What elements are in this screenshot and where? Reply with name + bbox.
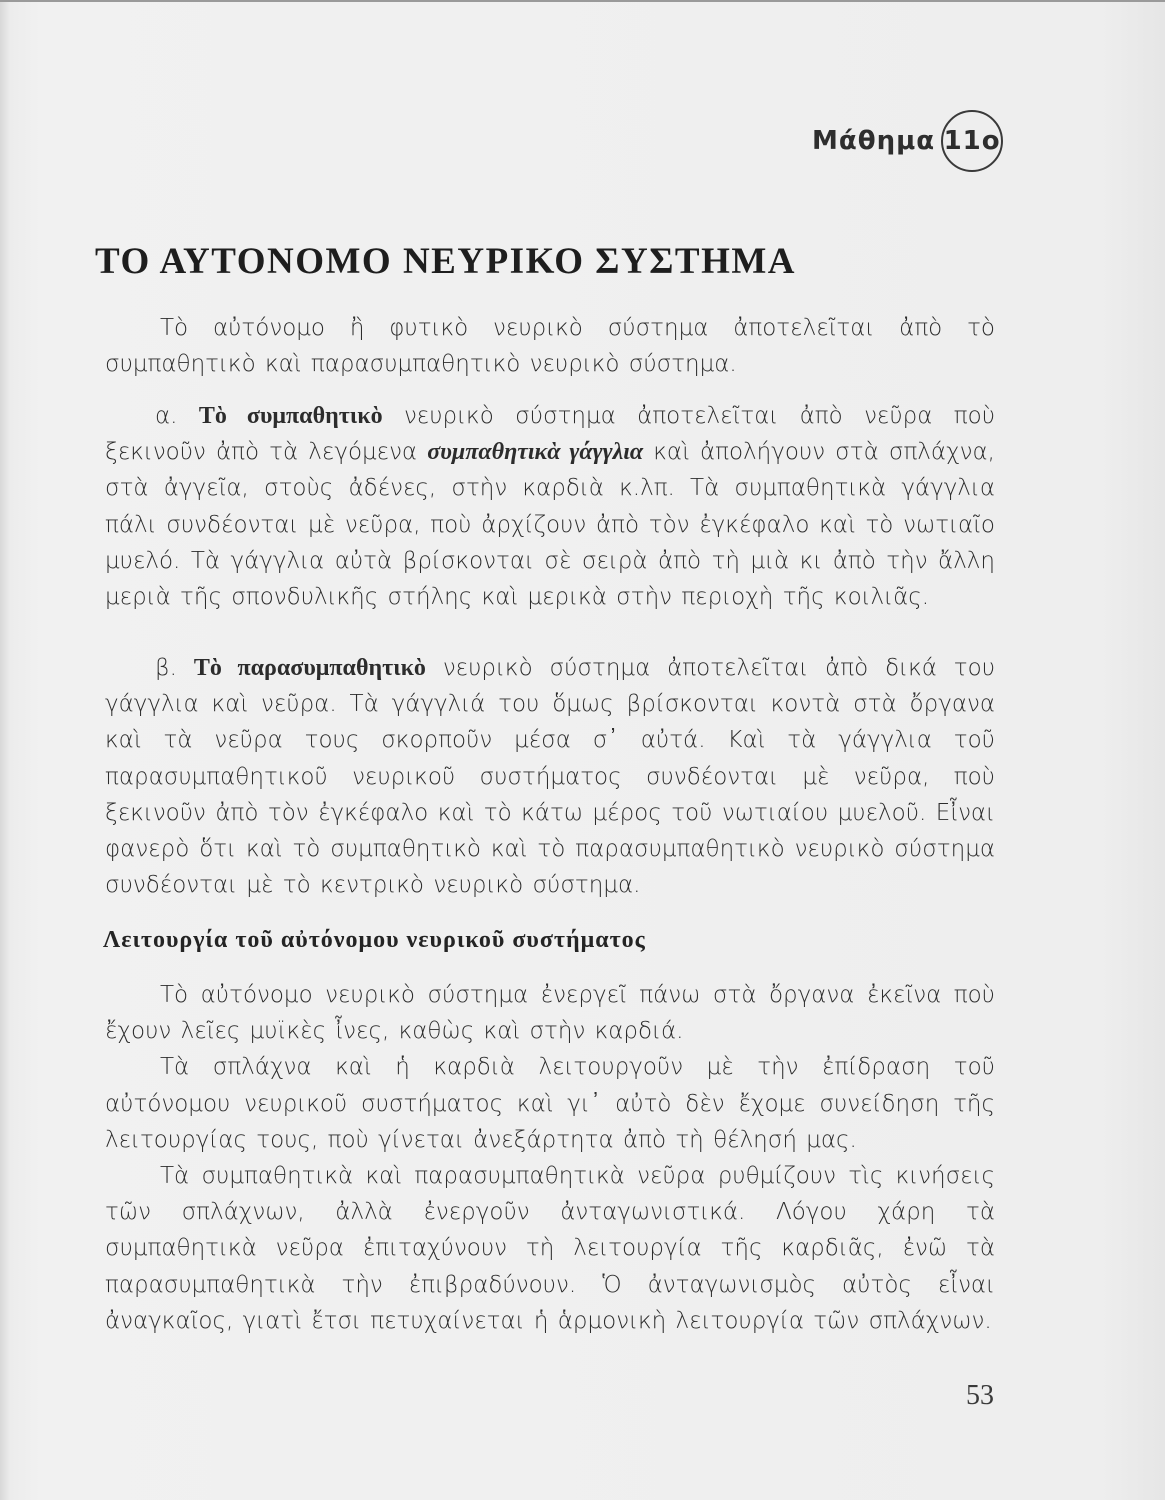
section-a-text-2: καὶ ἀπολήγουν στὰ σπλάχνα, στὰ ἀγγεῖα, στοὺς ἀδένες, στὴν καρδιὰ κ.λπ. Τὰ συμπαθητικὰ γάγγλια πάλι συνδέονται μὲ νεῦρα, ποὺ ἀρχίζουν ἀπὸ τὸν ἐγκέφαλο καὶ τὸ νωτιαῖο μυελό. Τὰ γάγγλια αὐτὰ βρίσκονται σὲ σειρὰ ἀπὸ τὴ μιὰ κι ἀπὸ τὴν ἄλλη μεριὰ τῆς σπονδυλικῆς στήλης καὶ μερικὰ στὴν περιοχὴ τῆς κοιλιᾶς. [105, 439, 995, 611]
function-paragraph-1: Τὸ αὐτόνομο νευρικὸ σύστημα ἐνεργεῖ πάνω στὰ ὄργανα ἐκεῖνα ποὺ ἔχουν λεῖες μυϊκὲς ἶνες, καθὼς καὶ στὴν καρδιά. [105, 982, 995, 1045]
lesson-label: Μάθημα [812, 126, 936, 156]
section-a-paragraph [105, 398, 995, 615]
page-title: ΤΟ ΑΥΤΟΝΟΜΟ ΝΕΥΡΙΚΟ ΣΥΣΤΗΜΑ [95, 241, 796, 282]
section-a-block [105, 398, 995, 615]
section-b-paragraph [105, 650, 995, 903]
section-b-block [105, 650, 995, 903]
section-b-text: νευρικὸ σύστημα ἀποτελεῖται ἀπὸ δικά του γάγγλια καὶ νεῦρα. Τὰ γάγγλιά του ὅμως βρίσκονται κοντὰ στὰ ὄργανα καὶ τὰ νεῦρα τους σκορποῦν μέσα σ᾽ αὐτά. Καὶ τὰ γάγγλια τοῦ παρασυμπαθητικοῦ νευρικοῦ συστήματος συνδέονται μὲ νεῦρα, ποὺ ξεκινοῦν ἀπὸ τὸν ἐγκέφαλο καὶ τὸ κάτω μέρος τοῦ νωτιαίου μυελοῦ. Εἶναι φανερὸ ὅτι καὶ τὸ συμπαθητικὸ καὶ τὸ παρασυμπαθητικὸ νευρικὸ σύστημα συνδέονται μὲ τὸ κεντρικὸ νευρικὸ σύστημα. [105, 655, 996, 899]
intro-paragraph: Τὸ αὐτόνομο ἢ φυτικὸ νευρικὸ σύστημα ἀποτελεῖται ἀπὸ τὸ συμπαθητικὸ καὶ παρασυμπαθητικὸ νευρικὸ σύστημα. [105, 315, 995, 378]
section-a-term: Τὸ συμπαθητικὸ [198, 403, 383, 429]
page-number: 53 [966, 1380, 994, 1411]
function-paragraph-2: Τὰ σπλάχνα καὶ ἡ καρδιὰ λειτουργοῦν μὲ τὴν ἐπίδραση τοῦ αὐτόνομου νευρικοῦ συστήματος καὶ γι᾽ αὐτὸ δὲν ἔχομε συνείδηση τῆς λειτουργίας τους, ποὺ γίνεται ἀνεξάρτητα ἀπὸ τὴ θέλησή μας. [105, 1054, 995, 1153]
section-b-letter: β. [155, 655, 177, 681]
lesson-number-badge: 11ο [941, 110, 1003, 172]
function-paragraph-3: Τὰ συμπαθητικὰ καὶ παρασυμπαθητικὰ νεῦρα ρυθμίζουν τὶς κινήσεις τῶν σπλάχνων, ἀλλὰ ἐνεργοῦν ἀνταγωνιστικά. Λόγου χάρη τὰ συμπαθητικὰ νεῦρα ἐπιταχύνουν τὴ λειτουργία τῆς καρδιᾶς, ἐνῶ τὰ παρασυμπαθητικὰ τὴν ἐπιβραδύνουν. Ὁ ἀνταγωνισμὸς αὐτὸς εἶναι ἀναγκαῖος, γιατὶ ἔτσι πετυχαίνεται ἡ ἁρμονικὴ λειτουργία τῶν σπλάχνων. [105, 1163, 995, 1334]
section-a-letter: α. [155, 403, 178, 429]
section-a-text-1: νευρικὸ σύστημα ἀποτελεῖται ἀπὸ νεῦρα ποὺ ξεκινοῦν ἀπὸ τὰ λεγόμενα [105, 403, 996, 466]
section-b-term: Τὸ παρασυμπαθητικὸ [193, 655, 426, 681]
lesson-header [812, 110, 1003, 172]
function-paragraphs [105, 977, 995, 1339]
section-a-ganglia-term: συμπαθητικὰ γάγγλια [427, 439, 644, 466]
intro-paragraph-block [105, 310, 995, 382]
section-subheading: Λειτουργία τοῦ αὐτόνομου νευρικοῦ συστήματος [103, 927, 646, 953]
